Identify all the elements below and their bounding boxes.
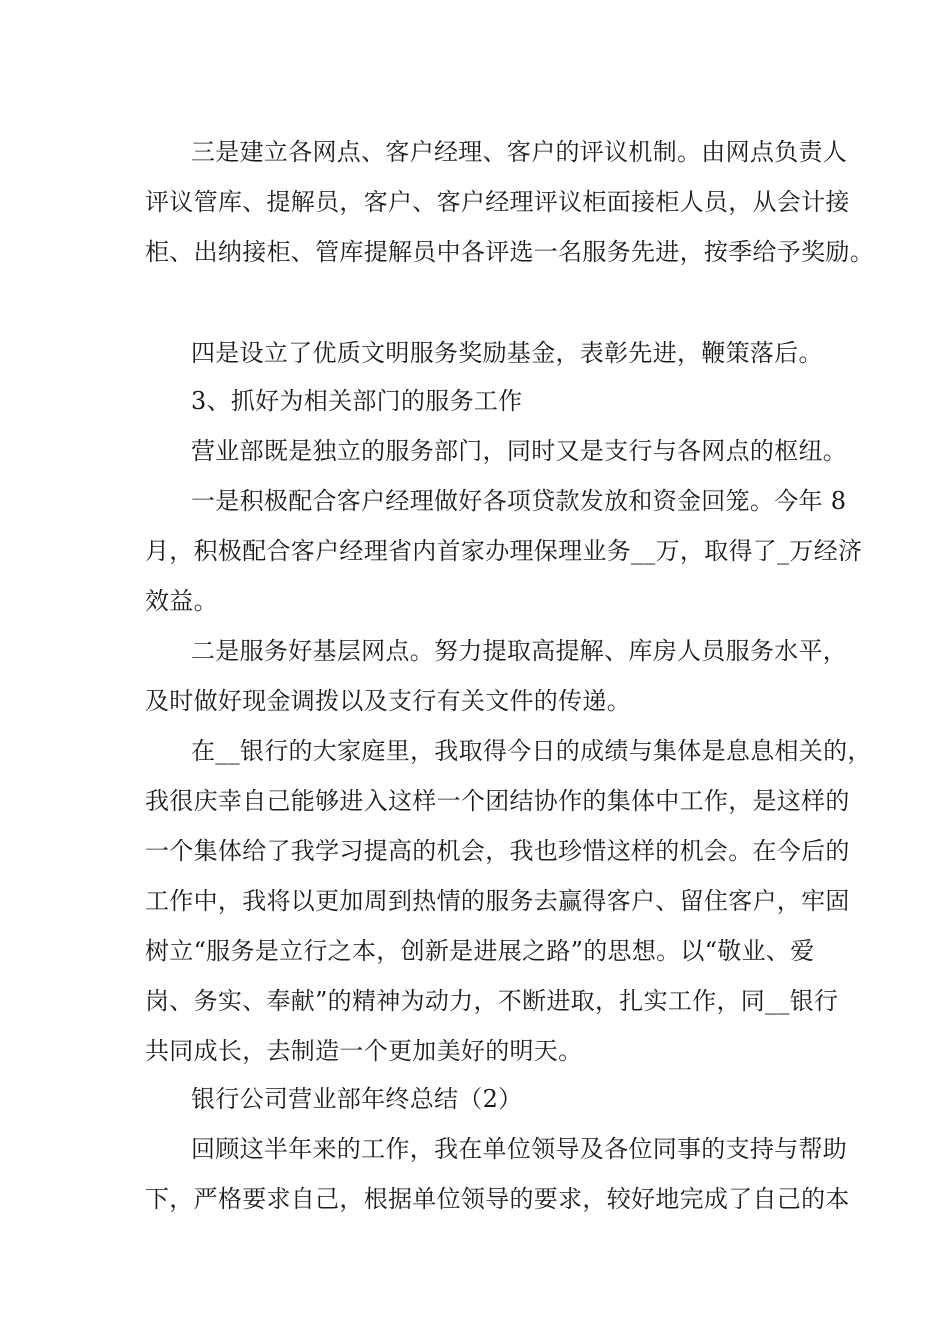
text-line: 三是建立各网点、客户经理、客户的评议机制。由网点负责人	[191, 138, 848, 166]
text-line: 及时做好现金调拨以及支行有关文件的传递。	[145, 687, 631, 715]
text-line: 评议管库、提解员，客户、客户经理评议柜面接柜人员，从会计接	[145, 188, 850, 216]
text-line: 四是设立了优质文明服务奖励基金，表彰先进，鞭策落后。	[191, 339, 823, 367]
text-line: 二是服务好基层网点。努力提取高提解、库房人员服务水平，	[191, 637, 848, 665]
text-line: 效益。	[145, 587, 218, 615]
text-line: 共同成长，去制造一个更加美好的明天。	[145, 1037, 583, 1065]
text-line: 月，积极配合客户经理省内首家办理保理业务__万，取得了_万经济	[145, 537, 863, 565]
text-line: 回顾这半年来的工作，我在单位领导及各位同事的支持与帮助	[191, 1135, 848, 1163]
section-title: 银行公司营业部年终总结（2）	[191, 1085, 523, 1113]
text-line: 下，严格要求自己，根据单位领导的要求，较好地完成了自己的本	[145, 1185, 850, 1213]
text-line: 柜、出纳接柜、管库提解员中各评选一名服务先进，按季给予奖励。	[145, 238, 874, 266]
text-line: 树立“服务是立行之本，创新是进展之路”的思想。以“敬业、爱	[145, 937, 815, 965]
text-line: 一是积极配合客户经理做好各项贷款发放和资金回笼。今年 8	[191, 487, 847, 515]
text-line: 工作中，我将以更加周到热情的服务去赢得客户、留住客户，牢固	[145, 887, 850, 915]
text-line: 在__银行的大家庭里，我取得今日的成绩与集体是息息相关的，	[191, 737, 872, 765]
section-heading: 3、抓好为相关部门的服务工作	[191, 387, 523, 415]
text-line: 岗、务实、奉献”的精神为动力，不断进取，扎实工作，同__银行	[145, 987, 839, 1015]
text-line: 营业部既是独立的服务部门，同时又是支行与各网点的枢纽。	[191, 437, 848, 465]
text-line: 我很庆幸自己能够进入这样一个团结协作的集体中工作，是这样的	[145, 787, 850, 815]
text-line: 一个集体给了我学习提高的机会，我也珍惜这样的机会。在今后的	[145, 837, 850, 865]
